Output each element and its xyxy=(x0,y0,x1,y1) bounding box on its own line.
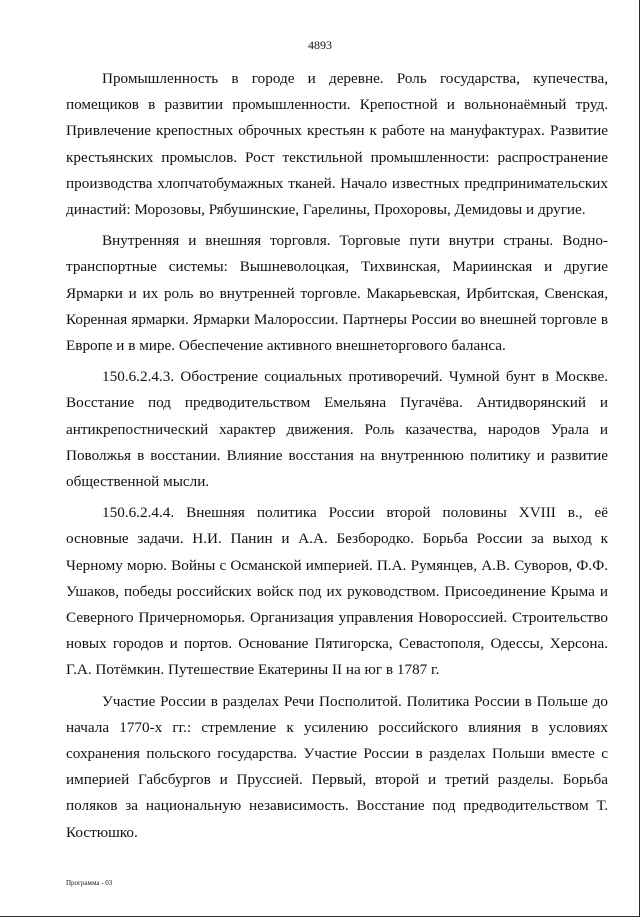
paragraph-partitions-of-poland: Участие России в разделах Речи Посполитой. Политика России в Польше до начала 1770-х гг.: стремление к усилению российского влияния в условиях сохранения польского государства. Участие России в разделах Польши вместе с империей Габсбургов и Пруссией. Первый, второй и третий разделы. Борьба поляков за национальную независимость. Восстание под предводительством Т. Костюшко. xyxy=(66,692,608,841)
footer-label: Программа - 03 xyxy=(66,879,113,887)
paragraph-trade: Внутренняя и внешняя торговля. Торговые пути внутри страны. Водно-транспортные системы: Вышневолоцкая, Тихвинская, Мариинская и другие Ярмарки и их роль во внутренней торговле. Макарьевская, Ирбитская, Свенская, Коренная ярмарки. Ярмарки Малороссии. Партнеры России во внешней торговле в Европе и в мире. Обеспечение активного внешнеторгового баланса. xyxy=(66,232,608,355)
paragraph-foreign-policy: 150.6.2.4.4. Внешняя политика России второй половины XVIII в., её основные задачи. Н.И. Панин и А.А. Безбородко. Борьба России за выход к Черному морю. Войны с Османской империей. П.А. Румянцев, А.В. Суворов, Ф.Ф. Ушаков, победы российских войск под их руководством. Присоединение Крыма и Северного Причерноморья. Организация управления Новороссией. Строительство новых городов и портов. Основание Пятигорска, Севастополя, Одессы, Херсона. Г.А. Потёмкин. Путешествие Екатерины II на юг в 1787 г. xyxy=(66,504,608,679)
page-number: 4893 xyxy=(308,38,332,52)
paragraph-industry: Промышленность в городе и деревне. Роль государства, купечества, помещиков в развитии промышленности. Крепостной и вольнонаёмный труд. Привлечение крепостных оброчных крестьян к работе на мануфактурах. Развитие крестьянских промыслов. Рост текстильной промышленности: распространение производства хлопчатобумажных тканей. Начало известных предпринимательских династий: Морозовы, Рябушинские, Гарелины, Прохоровы, Демидовы и другие. xyxy=(66,70,608,219)
paragraph-social-conflicts: 150.6.2.4.3. Обострение социальных противоречий. Чумной бунт в Москве. Восстание под предводительством Емельяна Пугачёва. Антидворянский и антикрепостнический характер движения. Роль казачества, народов Урала и Поволжья в восстании. Влияние восстания на внутреннюю политику и развитие общественной мысли. xyxy=(66,368,608,491)
document-body xyxy=(66,66,608,851)
